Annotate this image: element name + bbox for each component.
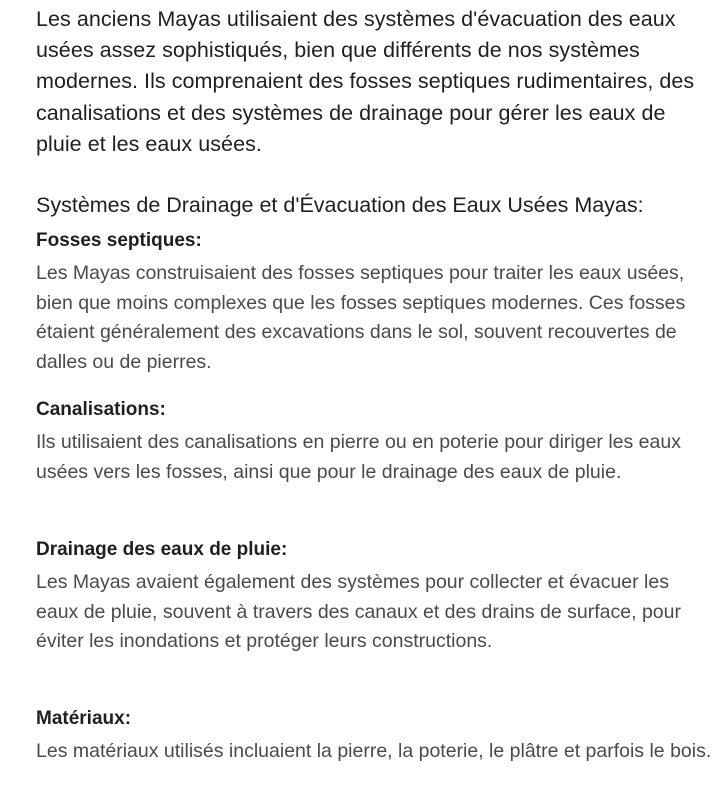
- section-text: Ils utilisaient des canalisations en pierre ou en poterie pour diriger les eaux usées vers les fosses, ainsi que pour le drainage des eaux de pluie.: [36, 431, 681, 483]
- section-canalisations: [36, 397, 712, 487]
- section-title: Fosses septiques:: [36, 230, 202, 251]
- section-title: Matériaux:: [36, 708, 132, 729]
- section-fosses-septiques: [36, 228, 712, 377]
- section-text: Les Mayas avaient également des systèmes pour collecter et évacuer les eaux de pluie, souvent à travers des canaux et des drains de surface, pour éviter les inondations et protéger leurs constructions.: [36, 571, 681, 652]
- article-content: [36, 0, 712, 762]
- intro-paragraph: Les anciens Mayas utilisaient des systèmes d'évacuation des eaux usées assez sophistiqués, bien que différents de nos systèmes modernes. Ils comprenaient des fosses septiques rudimentaires, des canalisations et des systèmes de drainage pour gérer les eaux de pluie et les eaux usées.: [36, 7, 695, 156]
- section-text: Les Mayas construisaient des fosses septiques pour traiter les eaux usées, bien que moins complexes que les fosses septiques modernes. Ces fosses étaient généralement des excavations dans le sol, souvent recouvertes de dalles ou de pierres.: [36, 262, 686, 373]
- section-drainage-eaux-pluie: [36, 537, 712, 657]
- section-title: Canalisations:: [36, 399, 166, 420]
- section-text: Les matériaux utilisés incluaient la pierre, la poterie, le plâtre et parfois le bois.: [36, 740, 712, 762]
- section-materiaux: [36, 706, 712, 767]
- section-title: Drainage des eaux de pluie:: [36, 539, 288, 560]
- section-heading: Systèmes de Drainage et d'Évacuation des Eaux Usées Mayas:: [36, 193, 644, 218]
